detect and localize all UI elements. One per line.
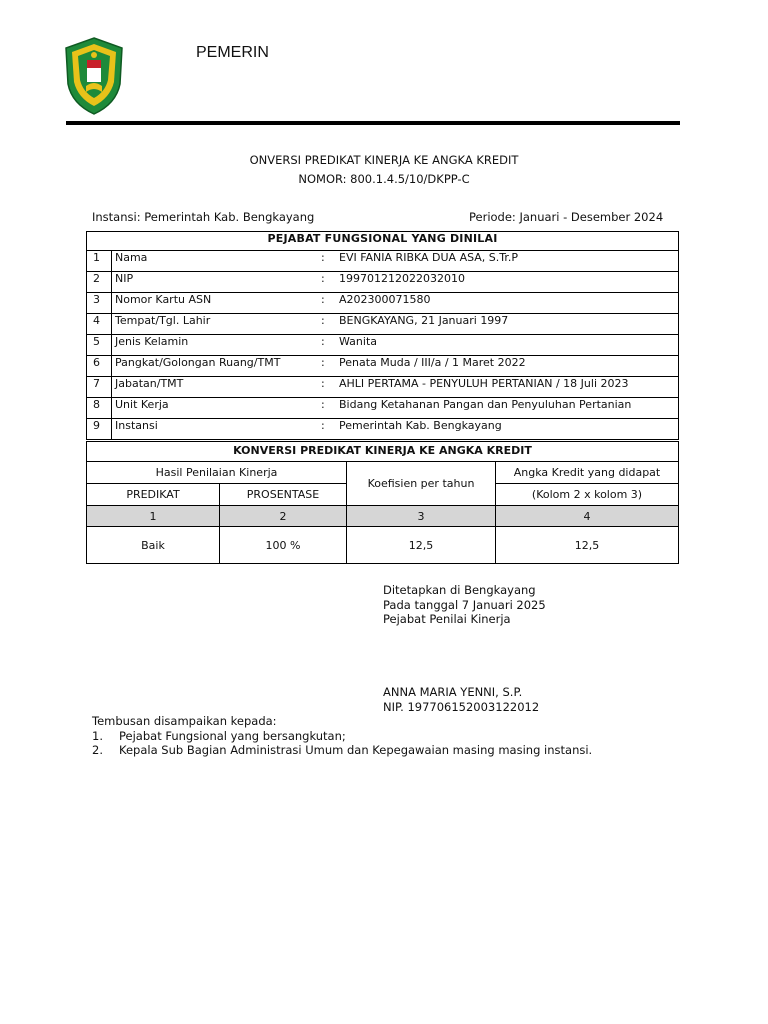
prosentase-value: 100 %	[220, 527, 347, 564]
row-value: A202300071580	[336, 293, 679, 314]
row-number: 2	[87, 272, 112, 293]
row-colon: :	[318, 335, 336, 356]
row-number: 1	[87, 251, 112, 272]
tembusan-item-text: Kepala Sub Bagian Administrasi Umum dan Kepegawaian masing masing instansi.	[119, 743, 593, 757]
row-colon: :	[318, 377, 336, 398]
table-row	[87, 272, 679, 293]
instansi-label: Instansi: Pemerintah Kab. Bengkayang	[92, 210, 315, 224]
koefisien-header: Koefisien per tahun	[347, 462, 496, 506]
row-label: NIP	[112, 272, 319, 293]
predikat-value: Baik	[87, 527, 220, 564]
predikat-header: PREDIKAT	[87, 484, 220, 506]
tembusan-item	[92, 729, 346, 744]
tembusan-item	[92, 743, 592, 758]
col-number-2: 2	[220, 506, 347, 527]
row-colon: :	[318, 272, 336, 293]
row-label: Nomor Kartu ASN	[112, 293, 319, 314]
header-org-text: PEMERIN	[196, 44, 269, 61]
table-row	[87, 419, 679, 440]
row-label: Jenis Kelamin	[112, 335, 319, 356]
koefisien-value: 12,5	[347, 527, 496, 564]
row-colon: :	[318, 398, 336, 419]
row-colon: :	[318, 419, 336, 440]
tembusan-intro: Tembusan disampaikan kepada:	[92, 714, 277, 728]
signer-nip: NIP. 197706152003122012	[383, 700, 540, 714]
document-number: NOMOR: 800.1.4.5/10/DKPP-C	[298, 172, 470, 186]
row-value: AHLI PERTAMA - PENYULUH PERTANIAN / 18 Juli 2023	[336, 377, 679, 398]
col-number-1: 1	[87, 506, 220, 527]
row-value: Pemerintah Kab. Bengkayang	[336, 419, 679, 440]
row-label: Unit Kerja	[112, 398, 319, 419]
konversi-heading: KONVERSI PREDIKAT KINERJA KE ANGKA KREDIT	[86, 441, 679, 461]
table-row	[87, 251, 679, 272]
row-label: Pangkat/Golongan Ruang/TMT	[112, 356, 319, 377]
row-label: Jabatan/TMT	[112, 377, 319, 398]
kolom-note: (Kolom 2 x kolom 3)	[496, 484, 679, 506]
prosentase-header: PROSENTASE	[220, 484, 347, 506]
row-number: 5	[87, 335, 112, 356]
row-colon: :	[318, 314, 336, 335]
row-number: 8	[87, 398, 112, 419]
row-number: 9	[87, 419, 112, 440]
row-value: BENGKAYANG, 21 Januari 1997	[336, 314, 679, 335]
table-row	[87, 356, 679, 377]
row-colon: :	[318, 251, 336, 272]
row-label: Nama	[112, 251, 319, 272]
tembusan-item-number: 1.	[92, 729, 103, 743]
tembusan-item-number: 2.	[92, 743, 103, 757]
table-row	[87, 377, 679, 398]
hasil-header: Hasil Penilaian Kinerja	[87, 462, 347, 484]
row-number: 4	[87, 314, 112, 335]
signature-role: Pejabat Penilai Kinerja	[383, 612, 511, 626]
row-colon: :	[318, 293, 336, 314]
col-number-3: 3	[347, 506, 496, 527]
row-label: Tempat/Tgl. Lahir	[112, 314, 319, 335]
row-value: Penata Muda / III/a / 1 Maret 2022	[336, 356, 679, 377]
row-value: 199701212022032010	[336, 272, 679, 293]
table-row	[87, 335, 679, 356]
table-row	[87, 398, 679, 419]
signer-name: ANNA MARIA YENNI, S.P.	[383, 685, 523, 699]
row-value: EVI FANIA RIBKA DUA ASA, S.Tr.P	[336, 251, 679, 272]
row-number: 7	[87, 377, 112, 398]
row-label: Instansi	[112, 419, 319, 440]
col-number-4: 4	[496, 506, 679, 527]
konversi-table	[86, 461, 679, 564]
tembusan-item-text: Pejabat Fungsional yang bersangkutan;	[119, 729, 346, 743]
table-row	[87, 314, 679, 335]
row-colon: :	[318, 356, 336, 377]
document-title: ONVERSI PREDIKAT KINERJA KE ANGKA KREDIT	[249, 153, 519, 167]
periode-label: Periode: Januari - Desember 2024	[469, 210, 664, 224]
angka-kredit-value: 12,5	[496, 527, 679, 564]
header-divider	[66, 121, 680, 125]
row-number: 3	[87, 293, 112, 314]
signature-place: Ditetapkan di Bengkayang	[383, 583, 536, 597]
table-header-row	[87, 232, 679, 251]
row-number: 6	[87, 356, 112, 377]
regency-logo	[62, 36, 126, 116]
table-row	[87, 293, 679, 314]
row-value: Wanita	[336, 335, 679, 356]
pejabat-heading: PEJABAT FUNGSIONAL YANG DINILAI	[87, 232, 679, 251]
row-value: Bidang Ketahanan Pangan dan Penyuluhan Pertanian	[336, 398, 679, 419]
pejabat-table	[86, 231, 679, 440]
angka-kredit-header: Angka Kredit yang didapat	[496, 462, 679, 484]
signature-date: Pada tanggal 7 Januari 2025	[383, 598, 546, 612]
